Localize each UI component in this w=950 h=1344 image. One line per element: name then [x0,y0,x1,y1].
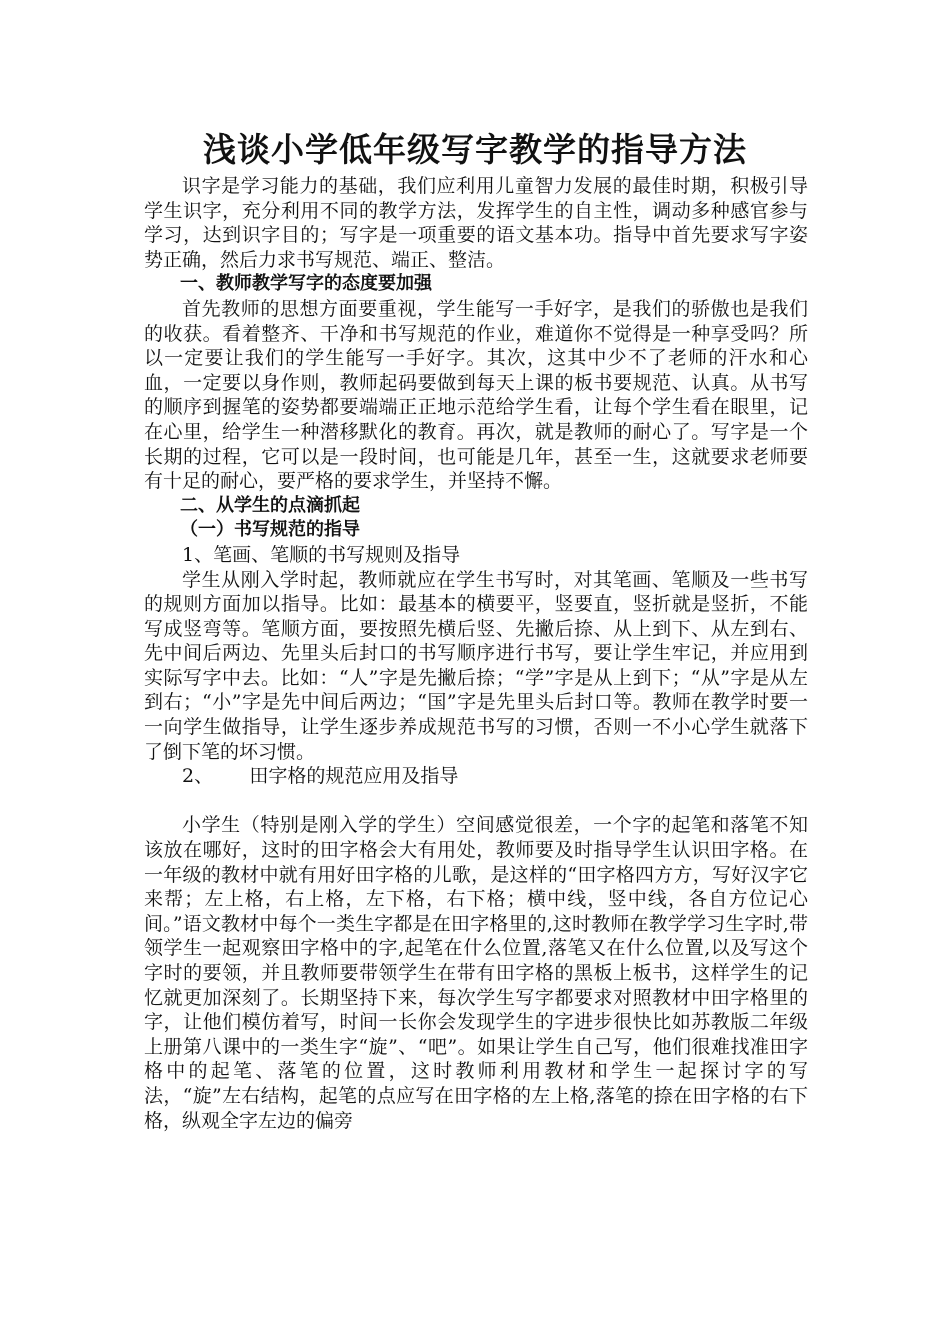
document-title: 浅谈小学低年级写字教学的指导方法 [203,130,747,169]
subsection-heading-1: （一）书写规范的指导 [180,519,360,541]
paragraph-intro: 识字是学习能力的基础，我们应利用儿童智力发展的最佳时期，积极引导学生识字，充分利用不同的教学方法，发挥学生的自主性，调动多种感官参与学习，达到识字目的；写字是一项重要的语文基本功。指导中首先要求写字姿势正确，然后力求书写规范、端正、整洁。 [144,175,808,271]
document-body [144,174,808,1133]
paragraph-grid-usage: 小学生（特别是刚入学的学生）空间感觉很差，一个字的起笔和落笔不知该放在哪好，这时的田字格会大有用处，教师要及时指导学生认识田字格。在一年级的教材中就有用好田字格的儿歌，是这样的“田字格四方方，写好汉字它来帮；左上格，右上格，左下格，右下格；横中线，竖中线，各自方位记心间。”语文教材中每个一类生字都是在田字格里的,这时教师在教学学习生字时,带领学生一起观察田字格中的字,起笔在什么位置,落笔又在什么位置,以及写这个字时的要领，并且教师要带领学生在带有田字格的黑板上板书，这样学生的记忆就更加深刻了。长期坚持下来，每次学生写字都要求对照教材中田字格里的字，让他们模仿着写，时间一长你会发现学生的字进步很快比如苏教版二年级上册第八课中的一类生字“旋”、“吧”。如果让学生自己写，他们很难找准田字格中的起笔、落笔的位置，这时教师利用教材和学生一起探讨字的写法，“旋”左右结构，起笔的点应写在田字格的左上格,落笔的捺在田字格的右下格，纵观全字左边的偏旁 [144,814,808,1132]
section-heading-1: 一、教师教学写字的态度要加强 [180,273,432,295]
section-heading-2: 二、从学生的点滴抓起 [180,494,360,516]
paragraph-teacher-attitude: 首先教师的思想方面要重视，学生能写一手好字，是我们的骄傲也是我们的收获。看着整齐、干净和书写规范的作业，难道你不觉得是一种享受吗？所以一定要让我们的学生能写一手好字。其次，这其中少不了老师的汗水和心血，一定要以身作则，教师起码要做到每天上课的板书要规范、认真。从书写的顺序到握笔的姿势都要端端正正地示范给学生看，让每个学生看在眼里，记在心里，给学生一种潜移默化的教育。再次，就是教师的耐心了。写字是一个长期的过程，它可以是一段时间，也可能是几年，甚至一生，这就要求老师要有十足的耐心，要严格的要求学生，并坚持不懈。 [144,297,808,493]
point-heading-2: 2、 田字格的规范应用及指导 [182,765,459,788]
point-heading-1: 1、笔画、笔顺的书写规则及指导 [182,543,461,566]
paragraph-stroke-order: 学生从刚入学时起，教师就应在学生书写时，对其笔画、笔顺及一些书写的规则方面加以指导。比如：最基本的横要平，竖要直，竖折就是竖折，不能写成竖弯等。笔顺方面，要按照先横后竖、先撇后捺、从上到下、从左到右、先中间后两边、先里头后封口的书写顺序进行书写，要让学生牢记，并应用到实际写字中去。比如：“人”字是先撇后捺；“学”字是从上到下；“从”字是从左到右；“小”字是先中间后两边；“国”字是先里头后封口等。教师在教学时要一一向学生做指导，让学生逐步养成规范书写的习惯，否则一不小心学生就落下了倒下笔的坏习惯。 [144,568,808,763]
blank-line [144,789,808,814]
